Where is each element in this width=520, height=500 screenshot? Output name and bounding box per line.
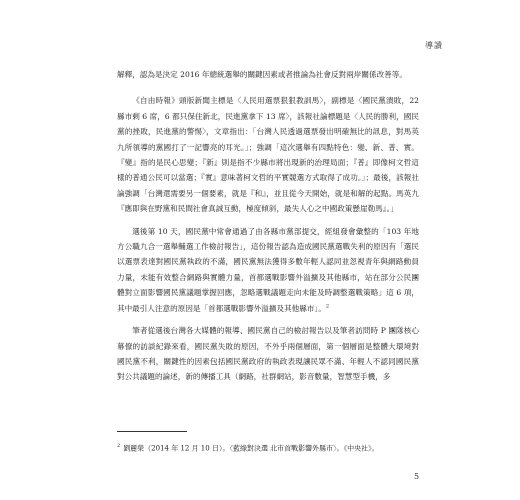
- running-header: 導讀: [425, 41, 443, 50]
- paragraph-2: 《自由時報》頭版新聞主標是〈人民用選票狠狠教訓馬〉，副標是〈國民黨潰敗，22 縣市剩 6 席，6 都只保住新北，民進黨拿下 13 席〉，該報社論標題是〈人民的勝利，國民黨的挫敗，民進黨的警惕〉，文章指出：「台灣人民透過選票發出明確無比的訊息，對馬英九所領導的黨國打了一記響亮的耳光。」；強調「這次選舉有四點特色：變、新、普、實。『變』指的是民心思變；『新』則是指不少縣市將出現新的治理局面；『普』即像柯文哲這樣的普通公民可以當選；『實』意味著柯文哲的平實競選方式取得了成功。」；最後，該報社論強調「台灣還需要另一個要素，就是『和』，並且從今天開始，就是和解的起點。馬英九『應即與在野黨和民間社會真誠互動，極度傾斜，最失人心之中國政策懸崖勒馬』。」: [117, 96, 419, 214]
- paragraph-1: 解釋，認為是決定 2016 年總統選舉的關鍵因素或者推論為社會反對兩岸關係改善等。: [117, 70, 407, 79]
- footnote-text: 劉麗榮（2014 年 12 月 10 日）。〈藍綠對決選 北市首戰影響外縣市〉。《中央社》。: [123, 444, 379, 453]
- body-text: [117, 67, 419, 385]
- footnote-reference[interactable]: 2: [325, 303, 330, 310]
- page-number: 5: [414, 472, 420, 481]
- footnote-divider: [117, 431, 187, 432]
- footnote-number: 2: [117, 443, 121, 449]
- paragraph-3-text: 選後第 10 天，國民黨中常會通過了由各縣市黨部提交，經組發會彙整的「103 年地方公職九合一選舉輔選工作檢討報告」，這份報告認為造成國民黨選戰失利的原因有「選民以選票表達對國民黨執政的不滿，國民黨無法獲得多數年輕人認同並忽視青年與網路動員力量，未能有效整合網路與實體力量，首都選戰影響外溢擴及其他縣市，站在部分公民團體對立面影響國民黨議題掌握回應，忽略選戰議題走向未能及時調整選戰策略」這 6 項，其中最引人注意的原因是「首都選戰影響外溢擴及其他縣市」。: [117, 226, 419, 313]
- paragraph-3: [117, 224, 419, 316]
- paragraph-4: 筆者從選後台灣各大媒體的報導、國民黨自己的檢討報告以及筆者訪問時 P 團隊核心幕僚的訪談紀錄來看，國民黨失敗的原因，不外乎兩個層面，第一個層面是整體大環境對國民黨不利，關鍵性的因素包括國民黨政府的執政表現讓民眾不滿、年輕人不認同國民黨對公共議題的論述，新的傳播工具（網路，社群網站，影音數量，智慧型手機，多: [117, 326, 419, 382]
- footnote: [117, 440, 419, 455]
